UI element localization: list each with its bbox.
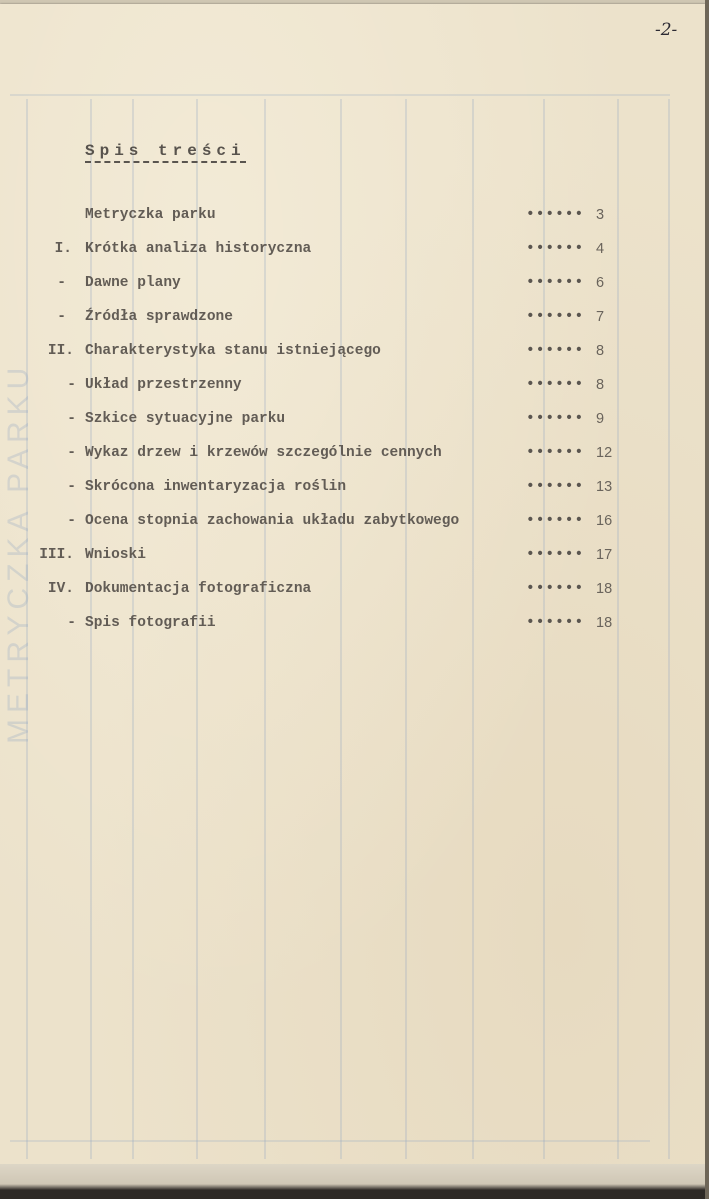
toc-page: 3	[596, 207, 605, 223]
toc-label: Wykaz drzew i krzewów szczególnie cennych	[85, 445, 442, 461]
toc-entry	[0, 411, 709, 435]
toc-entry	[0, 377, 709, 401]
page-number: -2-	[655, 20, 678, 40]
toc-entry	[0, 309, 709, 333]
toc-page: 6	[596, 275, 605, 291]
toc-dot-leader: ••••••	[526, 343, 585, 359]
toc-dot-leader: ••••••	[526, 479, 585, 495]
toc-dot-leader: ••••••	[526, 207, 585, 223]
page-title: Spis treści	[85, 142, 246, 163]
scan-right-edge	[705, 0, 709, 1199]
toc-prefix: -	[67, 513, 76, 529]
toc-page: 18	[596, 581, 613, 597]
toc-dot-leader: ••••••	[526, 411, 585, 427]
document-page	[0, 4, 706, 1164]
toc-entry	[0, 241, 709, 265]
toc-entry	[0, 547, 709, 571]
toc-dot-leader: ••••••	[526, 309, 585, 325]
toc-dot-leader: ••••••	[526, 547, 585, 563]
toc-prefix: -	[67, 411, 76, 427]
toc-label: Charakterystyka stanu istniejącego	[85, 343, 381, 359]
toc-prefix: II.	[47, 343, 74, 359]
toc-prefix: III.	[39, 547, 74, 563]
toc-entry	[0, 275, 709, 299]
toc-prefix: -	[67, 479, 76, 495]
toc-dot-leader: ••••••	[526, 275, 585, 291]
toc-page: 8	[596, 343, 605, 359]
toc-label: Dokumentacja fotograficzna	[85, 581, 312, 597]
scan-bottom-edge	[0, 1164, 709, 1199]
toc-page: 8	[596, 377, 605, 393]
toc-page: 12	[596, 445, 613, 461]
toc-dot-leader: ••••••	[526, 377, 585, 393]
toc-prefix: -	[67, 445, 76, 461]
toc-page: 7	[596, 309, 605, 325]
toc-label: Układ przestrzenny	[85, 377, 242, 393]
toc-page: 4	[596, 241, 605, 257]
toc-entry	[0, 343, 709, 367]
toc-label: Ocena stopnia zachowania układu zabytkowego	[85, 513, 460, 529]
toc-prefix: -	[67, 377, 76, 393]
toc-prefix: I.	[54, 241, 72, 257]
bleed-through-heading: METRYCZKA PARKU	[2, 361, 35, 744]
toc-page: 17	[596, 547, 613, 563]
toc-dot-leader: ••••••	[526, 513, 585, 529]
toc-label: Krótka analiza historyczna	[85, 241, 312, 257]
toc-prefix: -	[67, 615, 76, 631]
toc-prefix: IV.	[47, 581, 74, 597]
toc-page: 13	[596, 479, 613, 495]
toc-entry	[0, 207, 709, 231]
toc-page: 16	[596, 513, 613, 529]
toc-label: Skrócona inwentaryzacja roślin	[85, 479, 347, 495]
toc-prefix: -	[57, 309, 66, 325]
toc-prefix: -	[57, 275, 66, 291]
toc-dot-leader: ••••••	[526, 241, 585, 257]
toc-label: Źródła sprawdzone	[85, 309, 233, 325]
toc-label: Dawne plany	[85, 275, 181, 291]
toc-entry	[0, 581, 709, 605]
toc-entry	[0, 479, 709, 503]
toc-label: Metryczka parku	[85, 207, 216, 223]
toc-dot-leader: ••••••	[526, 445, 585, 461]
toc-entry	[0, 513, 709, 537]
toc-page: 9	[596, 411, 605, 427]
toc-label: Spis fotografii	[85, 615, 216, 631]
toc-entry	[0, 615, 709, 639]
toc-label: Wnioski	[85, 547, 146, 563]
toc-entry	[0, 445, 709, 469]
toc-dot-leader: ••••••	[526, 615, 585, 631]
toc-dot-leader: ••••••	[526, 581, 585, 597]
toc-label: Szkice sytuacyjne parku	[85, 411, 286, 427]
toc-page: 18	[596, 615, 613, 631]
